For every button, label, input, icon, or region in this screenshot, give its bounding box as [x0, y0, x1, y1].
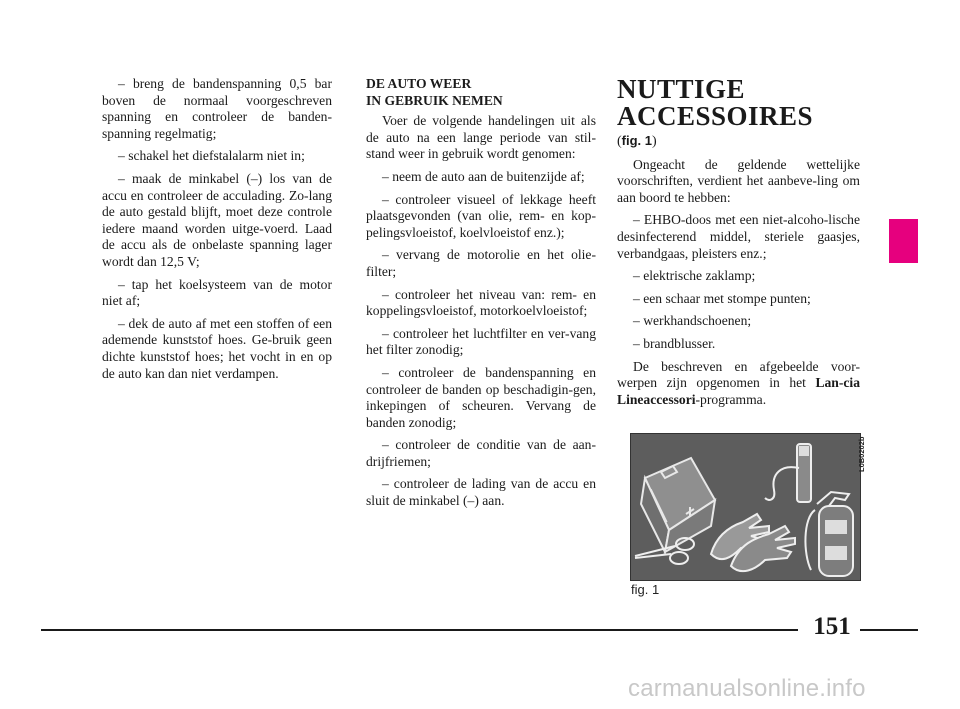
page-title-line2: ACCESSOIRES: [617, 101, 814, 131]
figure-reference: [617, 133, 860, 151]
paragraph: – breng de bandenspanning 0,5 bar boven de normaal voorgeschreven spanning en controleer de banden-spanning regelmatig;: [102, 76, 332, 141]
paragraph: – elektrische zaklamp;: [633, 268, 756, 284]
paragraph: – dek de auto af met een stoffen of een ademende kunststof hoes. Ge-bruik geen dichte kunststof hoes; het vocht in en op de auto kan dan niet verdampen.: [102, 315, 332, 381]
paragraph: – werkhandschoenen;: [633, 313, 752, 329]
column-middle: [366, 76, 596, 516]
paragraph: – controleer het niveau van: rem- en koppelingsvloeistof, motorkoelvloeistof;: [366, 286, 596, 319]
page-title-line1: NUTTIGE: [617, 74, 746, 104]
page-number: 151: [813, 613, 851, 640]
paragraph: – controleer het luchtfilter en ver-vang het filter zonodig;: [366, 325, 596, 358]
program-name: Lan-cia Lineaccessori: [617, 375, 860, 407]
paragraph: – controleer visueel of lekkage heeft plaatsgevonden (van olie, rem- en kop-pelingsvloeistof, koelvloeistof enz.);: [366, 191, 596, 240]
paragraph: – controleer de lading van de accu en sluit de minkabel (–) aan.: [366, 476, 596, 509]
paragraph: Ongeacht de geldende wettelijke voorschriften, verdient het aanbeve-ling om aan boord te hebben:: [617, 156, 860, 205]
section-tab-marker: [889, 219, 918, 263]
column-right: [617, 76, 860, 414]
fig-ref-open: (: [617, 134, 622, 149]
section-heading-line2: IN GEBRUIK NEMEN: [366, 92, 503, 108]
paragraph: – neem de auto aan de buitenzijde af;: [382, 168, 585, 184]
paragraph: – schakel het diefstalalarm niet in;: [118, 148, 305, 164]
footer-rule-left: [41, 629, 798, 631]
closing-text-end: -programma.: [695, 391, 767, 407]
paragraph: – tap het koelsysteem van de motor niet af;: [102, 276, 332, 309]
closing-paragraph: [617, 359, 860, 409]
closing-text: De beschreven en afgebeelde voor-werpen zijn opgenomen in het: [617, 358, 860, 391]
paragraph: – maak de minkabel (–) los van de accu en controleer de acculading. Zo-lang de auto gestald blijft, moet deze controle iedere maand worden uitge-voerd. Laad de accu als de onbelaste spanning lager wordt dan 12,5 V;: [102, 170, 332, 269]
fig-ref-label: fig. 1: [621, 133, 653, 148]
figure-caption: fig. 1: [631, 582, 660, 597]
section-heading: [366, 76, 596, 109]
column-left: [102, 76, 332, 388]
paragraph: Voer de volgende handelingen uit als de auto na een lange periode van stil-stand weer in gebruik wordt genomen:: [366, 113, 596, 162]
figure-code: L0B0202b: [857, 436, 866, 472]
page-title: [617, 76, 860, 130]
fig-ref-close: ): [652, 134, 657, 149]
section-heading-line1: DE AUTO WEER: [366, 76, 472, 91]
paragraph: – vervang de motorolie en het olie-filter;: [366, 247, 596, 279]
paragraph: – controleer de conditie van de aan-drijfriemen;: [366, 437, 596, 469]
accessories-figure: [630, 433, 861, 581]
paragraph: – een schaar met stompe punten;: [633, 290, 811, 306]
watermark: carmanualsonline.info: [628, 675, 866, 702]
footer-rule-right: [860, 629, 918, 631]
paragraph: – controleer de bandenspanning en controleer de banden op beschadigin-gen, inkepingen of scheuren. Vervang de banden zonodig;: [366, 364, 596, 430]
paragraph: – EHBO-doos met een niet-alcoho-lische desinfecterend middel, steriele gaasjes, verbandgaas, pleisters enz.;: [617, 212, 860, 261]
paragraph: – brandblusser.: [633, 335, 716, 351]
